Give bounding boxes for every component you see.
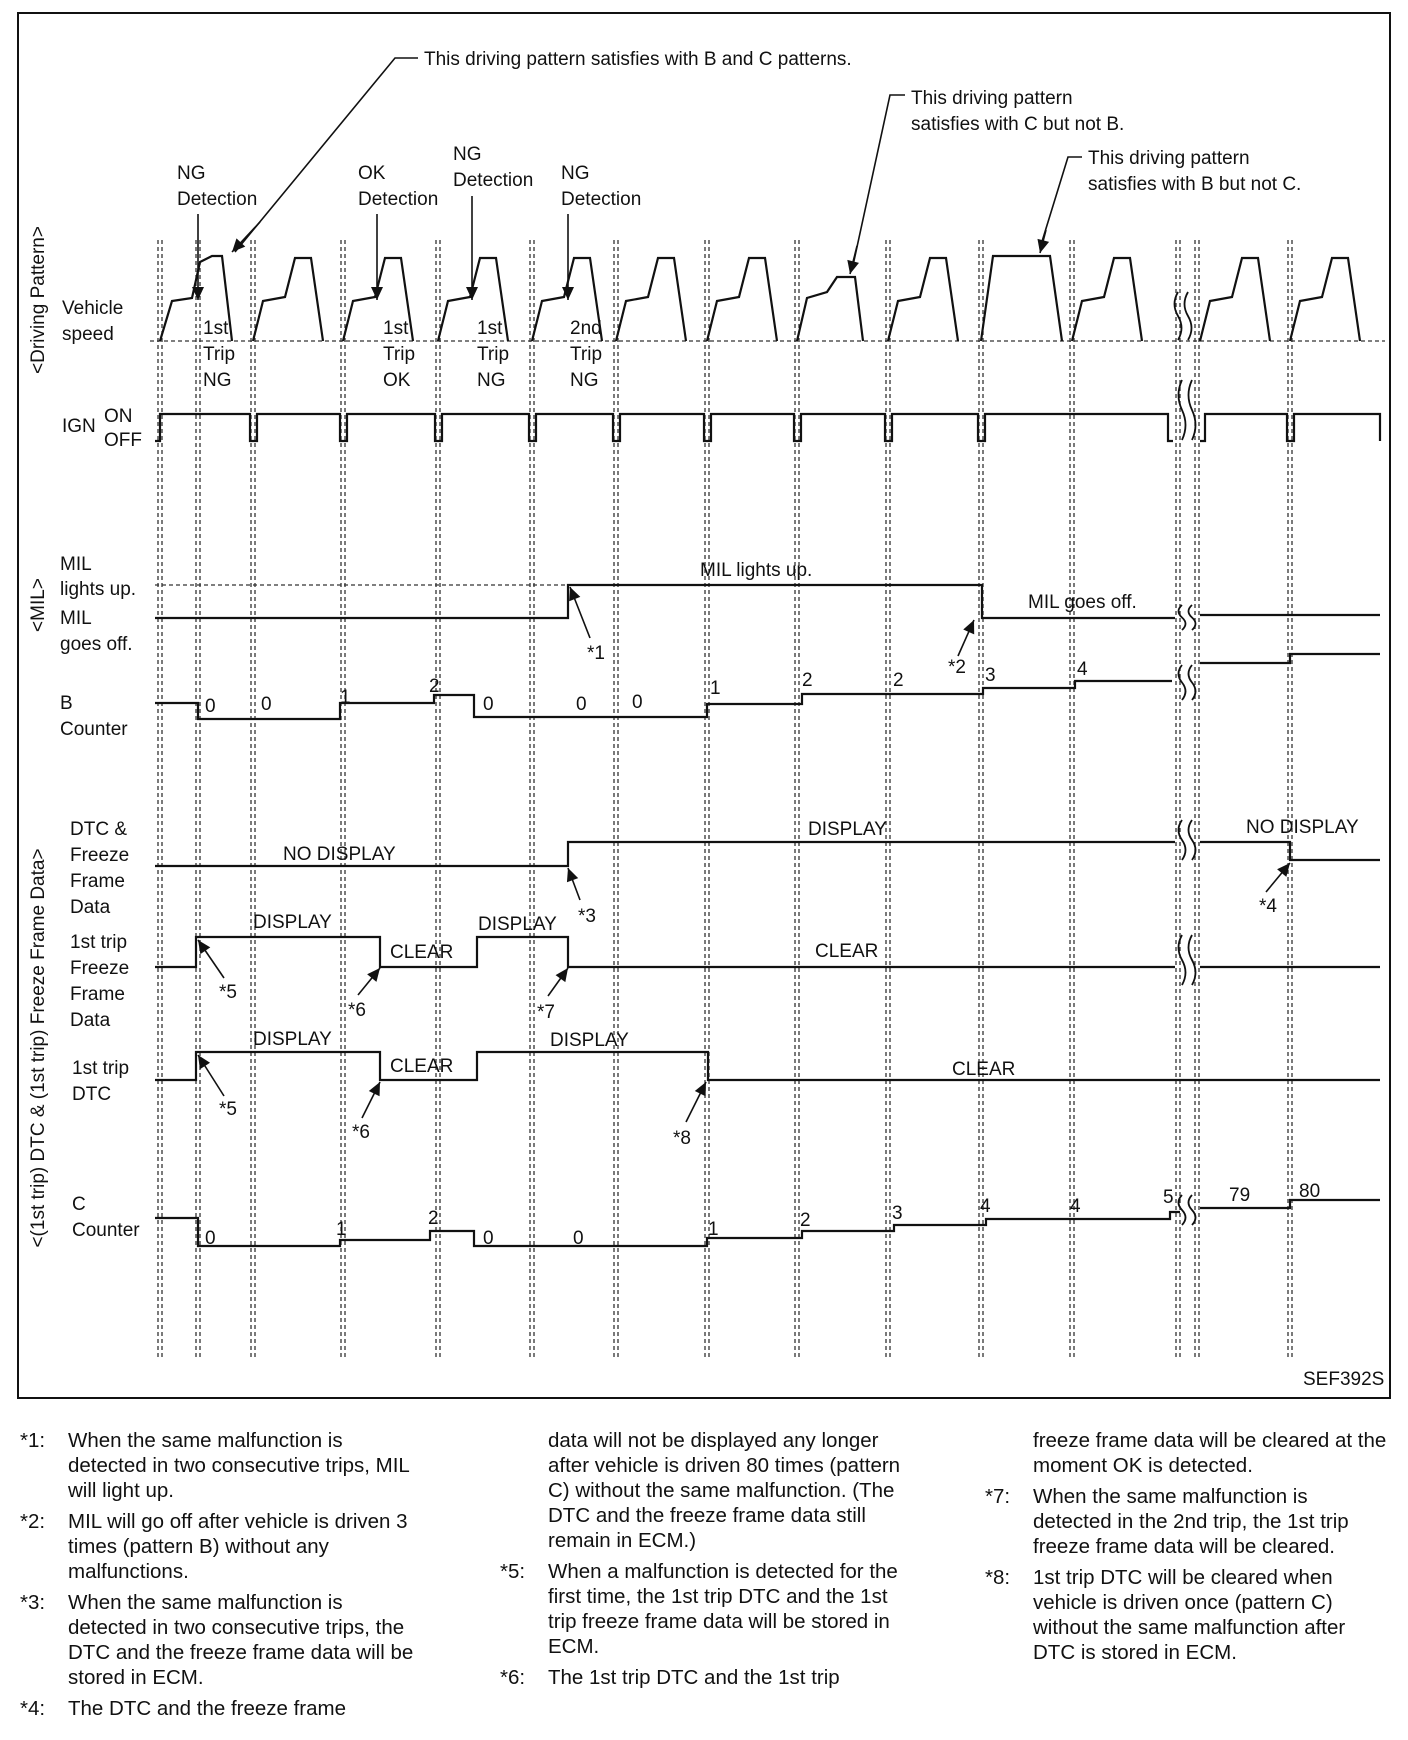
row-trip-dtc-2: DTC <box>72 1084 112 1105</box>
footnote-8 <box>985 1565 1390 1665</box>
b-value: 4 <box>1077 659 1088 680</box>
trip-3-line2: Trip <box>477 344 510 365</box>
c-value: 1 <box>336 1219 347 1240</box>
ff-display-1-text: DISPLAY <box>253 912 332 933</box>
dtc-no-display-right-text: NO DISPLAY <box>1246 817 1359 838</box>
trip-3-line1: 1st <box>477 318 503 339</box>
dtc-no-display-text: NO DISPLAY <box>283 844 396 865</box>
trip-dtc-wave <box>155 1052 1380 1080</box>
arrow-marker-7-head <box>556 968 568 982</box>
marker-3: *3 <box>578 906 596 927</box>
footnote-text: The 1st trip DTC and the 1st trip <box>548 1666 840 1689</box>
row-b-counter-1: B <box>60 693 73 714</box>
tdtc-display-1-text: DISPLAY <box>253 1029 332 1050</box>
speed-hump <box>253 258 323 341</box>
row-dtc-ff-3: Frame <box>70 871 125 892</box>
annotation-arrows <box>192 58 1290 1122</box>
break-mark <box>1189 820 1196 860</box>
arrow-marker-5b-head <box>198 1055 210 1069</box>
break-mark <box>1185 292 1192 340</box>
row-b-counter-2: Counter <box>60 719 128 740</box>
tdtc-display-2-text: DISPLAY <box>550 1030 629 1051</box>
footnote-mark: *2: <box>20 1510 46 1533</box>
side-label-dtc: <(1st trip) DTC & (1st trip) Freeze Frame Data> <box>28 848 49 1248</box>
c-value: 80 <box>1299 1181 1321 1202</box>
speed-hump <box>707 258 777 341</box>
row-trip-dtc-1: 1st trip <box>72 1058 130 1079</box>
tdtc-clear-1-text: CLEAR <box>390 1056 454 1077</box>
footnote-mark: *1: <box>20 1429 46 1452</box>
c-value: 4 <box>980 1196 991 1217</box>
b-counter-wave-right <box>1200 654 1380 663</box>
row-trip-ff-4: Data <box>70 1010 111 1031</box>
c-value: 3 <box>892 1203 903 1224</box>
footnote-text: 1st trip DTC will be cleared when vehicle is driven once (pattern C) without the same malfunction after DTC is stored in ECM. <box>1033 1566 1346 1664</box>
marker-6b: *6 <box>352 1122 370 1143</box>
dtc-ff-wave-right <box>1200 842 1380 860</box>
b-value: 1 <box>340 687 351 708</box>
b-value: 2 <box>802 670 813 691</box>
mil-wave <box>155 585 1175 618</box>
mil-lights-up-text: MIL lights up. <box>700 560 813 581</box>
arrow-marker-4-head <box>1277 863 1290 877</box>
row-c-counter-2: Counter <box>72 1220 140 1241</box>
footnote-text: The DTC and the freeze frame <box>68 1697 347 1720</box>
arrow-callout-head <box>1037 239 1049 253</box>
callout-bc: This driving pattern satisfies with B and C patterns. <box>424 49 852 70</box>
row-trip-ff-3: Frame <box>70 984 125 1005</box>
footnote-mark: *7: <box>985 1485 1011 1508</box>
trip-2-line1: 1st <box>383 318 409 339</box>
diagram-frame <box>18 13 1390 1398</box>
trip-4-line2: Trip <box>570 344 603 365</box>
row-mil-lights-2: lights up. <box>60 579 137 600</box>
row-trip-ff-2: Freeze <box>70 958 130 979</box>
callout-leader <box>1040 157 1082 248</box>
footnote-6-start <box>500 1665 920 1690</box>
marker-8: *8 <box>673 1128 691 1149</box>
detection-1-line1: NG <box>177 163 206 184</box>
c-value: 5 <box>1163 1187 1174 1208</box>
footnote-4-start <box>20 1696 420 1721</box>
trip-4-line1: 2nd <box>570 318 602 339</box>
footnote-mark: *5: <box>500 1560 526 1583</box>
c-value: 79 <box>1229 1185 1251 1206</box>
callout-c-not-b-1: This driving pattern <box>911 88 1073 109</box>
arrow-marker-5a-head <box>198 940 210 954</box>
ign-wave-right <box>1200 414 1380 441</box>
detection-3-line1: NG <box>453 144 482 165</box>
footnote-4-cont <box>500 1428 920 1553</box>
tdtc-clear-2-text: CLEAR <box>952 1059 1016 1080</box>
marker-7: *7 <box>537 1002 555 1023</box>
trip-1-line2: Trip <box>203 344 236 365</box>
footnotes <box>0 1428 1408 1740</box>
trip-ff-wave <box>155 937 1175 967</box>
callout-b-not-c-1: This driving pattern <box>1088 148 1250 169</box>
ff-clear-2-text: CLEAR <box>815 941 879 962</box>
footnotes-column-3 <box>985 1428 1390 1671</box>
mil-goes-off-text: MIL goes off. <box>1028 592 1137 613</box>
arrow-marker-6a-head <box>367 968 380 982</box>
waveforms <box>150 256 1385 1246</box>
c-value: 2 <box>428 1208 439 1229</box>
b-value: 0 <box>576 694 587 715</box>
footnote-text: freeze frame data will be cleared at the moment OK is detected. <box>1033 1429 1387 1477</box>
footnote-text: When the same malfunction is detected in two consecutive trips, the DTC and the freeze frame data will be stored in ECM. <box>68 1591 414 1689</box>
footnote-text: data will not be displayed any longer after vehicle is driven 80 times (pattern C) without the same malfunction. (The DTC and the freeze frame data still remain in ECM.) <box>548 1429 901 1552</box>
marker-5a: *5 <box>219 982 237 1003</box>
footnote-2 <box>20 1509 420 1584</box>
trip-4-line3: NG <box>570 370 599 391</box>
row-vehicle-speed-1: Vehicle <box>62 298 124 319</box>
c-value: 2 <box>800 1210 811 1231</box>
footnote-5 <box>500 1559 920 1659</box>
speed-hump <box>981 256 1062 341</box>
side-label-driving: <Driving Pattern> <box>28 226 49 374</box>
callout-leader <box>852 95 905 270</box>
marker-5b: *5 <box>219 1099 237 1120</box>
trip-3-line3: NG <box>477 370 506 391</box>
speed-hump <box>616 258 686 341</box>
speed-hump <box>1072 258 1142 341</box>
footnote-text: When a malfunction is detected for the first time, the 1st trip DTC and the 1st trip freeze frame data will be stored in ECM. <box>548 1560 898 1658</box>
trip-boundary-lines <box>158 240 1292 1358</box>
arrow-marker-3-head <box>567 868 578 882</box>
arrow-callout-head <box>847 260 859 274</box>
speed-hump <box>797 277 863 341</box>
row-mil-off-2: goes off. <box>60 634 133 655</box>
figure-code: SEF392S <box>1303 1369 1385 1390</box>
break-mark <box>1179 820 1186 860</box>
row-mil-lights-1: MIL <box>60 554 92 575</box>
footnote-text: When the same malfunction is detected in the 2nd trip, the 1st trip freeze frame data will be cleared. <box>1033 1485 1349 1558</box>
callout-leader <box>235 58 418 252</box>
footnote-mark: *6: <box>500 1666 526 1689</box>
row-vehicle-speed-2: speed <box>62 324 114 345</box>
footnote-6-cont <box>985 1428 1390 1478</box>
b-value: 0 <box>261 694 272 715</box>
c-value: 0 <box>573 1228 584 1249</box>
row-dtc-ff-4: Data <box>70 897 111 918</box>
b-value: 0 <box>205 696 216 717</box>
break-mark <box>1189 605 1196 630</box>
footnotes-column-1 <box>20 1428 420 1727</box>
c-value: 0 <box>483 1228 494 1249</box>
row-c-counter-1: C <box>72 1194 86 1215</box>
row-ign: IGN <box>62 416 96 437</box>
footnote-mark: *4: <box>20 1697 46 1720</box>
row-ign-on: ON <box>104 406 133 427</box>
dtc-display-text: DISPLAY <box>808 819 887 840</box>
footnote-1 <box>20 1428 420 1503</box>
c-counter-wave <box>155 1212 1180 1246</box>
marker-6a: *6 <box>348 1000 366 1021</box>
marker-2: *2 <box>948 657 966 678</box>
speed-hump <box>888 258 958 341</box>
trip-1-line1: 1st <box>203 318 229 339</box>
footnote-mark: *3: <box>20 1591 46 1614</box>
marker-4: *4 <box>1259 896 1277 917</box>
b-value: 0 <box>632 692 643 713</box>
footnote-text: MIL will go off after vehicle is driven 3 times (pattern B) without any malfunctions. <box>68 1510 408 1583</box>
trip-1-line3: NG <box>203 370 232 391</box>
footnote-text: When the same malfunction is detected in two consecutive trips, MIL will light up. <box>68 1429 410 1502</box>
footnote-3 <box>20 1590 420 1690</box>
b-value: 2 <box>893 670 904 691</box>
callout-b-not-c-2: satisfies with B but not C. <box>1088 174 1302 195</box>
detection-3-line2: Detection <box>453 170 534 191</box>
detection-4-line1: NG <box>561 163 590 184</box>
c-value: 0 <box>205 1228 216 1249</box>
footnotes-column-2 <box>500 1428 920 1696</box>
footnote-mark: *8: <box>985 1566 1011 1589</box>
ff-display-2-text: DISPLAY <box>478 914 557 935</box>
speed-hump <box>1200 258 1270 341</box>
row-dtc-ff-2: Freeze <box>70 845 130 866</box>
speed-hump <box>1290 258 1360 341</box>
row-dtc-ff-1: DTC & <box>70 819 127 840</box>
b-value: 0 <box>483 694 494 715</box>
detection-1-line2: Detection <box>177 189 258 210</box>
trip-2-line2: Trip <box>383 344 416 365</box>
trip-2-line3: OK <box>383 370 411 391</box>
c-value: 1 <box>708 1219 719 1240</box>
b-counter-wave <box>155 681 1172 719</box>
row-trip-ff-1: 1st trip <box>70 932 128 953</box>
ff-clear-1-text: CLEAR <box>390 942 454 963</box>
row-mil-off-1: MIL <box>60 608 92 629</box>
c-value: 4 <box>1070 1196 1081 1217</box>
b-value: 1 <box>710 678 721 699</box>
detection-4-line2: Detection <box>561 189 642 210</box>
marker-1: *1 <box>587 643 605 664</box>
ign-wave-left <box>155 414 1173 441</box>
detection-2-line1: OK <box>358 163 386 184</box>
c-counter-wave-right <box>1200 1200 1380 1208</box>
b-value: 2 <box>429 676 440 697</box>
detection-2-line2: Detection <box>358 189 439 210</box>
b-value: 3 <box>985 665 996 686</box>
row-ign-off: OFF <box>104 430 142 451</box>
callout-c-not-b-2: satisfies with C but not B. <box>911 114 1125 135</box>
footnote-7 <box>985 1484 1390 1559</box>
side-label-mil: <MIL> <box>28 578 49 632</box>
